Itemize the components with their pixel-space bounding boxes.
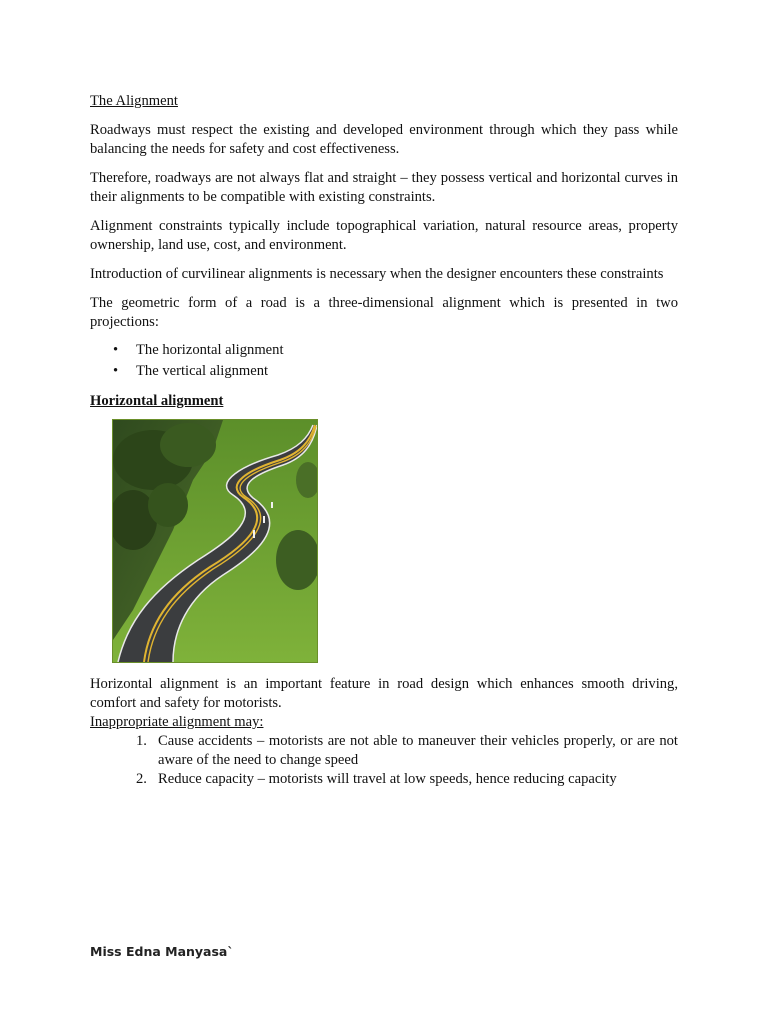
list-intro: Inappropriate alignment may: xyxy=(90,714,264,730)
winding-road-photo xyxy=(112,419,318,663)
list-item xyxy=(90,732,678,770)
bullet-icon: • xyxy=(113,363,119,379)
footer-author: Miss Edna Manyasa` xyxy=(90,944,234,959)
bullet-text: The vertical alignment xyxy=(136,363,269,379)
list-number: 1. xyxy=(136,733,147,749)
paragraph-geometric-form: The geometric form of a road is a three-dimensional alignment which is presented in two projections: xyxy=(90,295,678,330)
paragraph-curvilinear: Introduction of curvilinear alignments is necessary when the designer encounters these constraints xyxy=(90,266,664,282)
paragraph-environment: Roadways must respect the existing and developed environment through which they pass while balancing the needs for safety and cost effectiveness. xyxy=(90,122,678,157)
list-item xyxy=(90,340,678,361)
list-text: Reduce capacity – motorists will travel at low speeds, hence reducing capacity xyxy=(158,771,617,787)
list-item xyxy=(90,361,678,382)
consequence-list xyxy=(90,732,678,789)
paragraph-curves: Therefore, roadways are not always flat and straight – they possess vertical and horizontal curves in their alignments to be compatible with existing constraints. xyxy=(90,170,678,205)
list-text: Cause accidents – motorists are not able to maneuver their vehicles properly, or are not aware of the need to change speed xyxy=(158,733,678,768)
projection-list xyxy=(90,340,678,382)
list-number: 2. xyxy=(136,771,147,787)
bullet-text: The horizontal alignment xyxy=(136,342,284,358)
list-item xyxy=(90,770,678,789)
document-page xyxy=(90,92,678,789)
document-title: The Alignment xyxy=(90,93,178,109)
paragraph-constraints: Alignment constraints typically include topographical variation, natural resource areas, property ownership, land use, cost, and environment. xyxy=(90,218,678,253)
section-paragraph: Horizontal alignment is an important feature in road design which enhances smooth driving, comfort and safety for motorists. xyxy=(90,676,678,711)
section-heading: Horizontal alignment xyxy=(90,393,224,409)
bullet-icon: • xyxy=(113,342,119,358)
